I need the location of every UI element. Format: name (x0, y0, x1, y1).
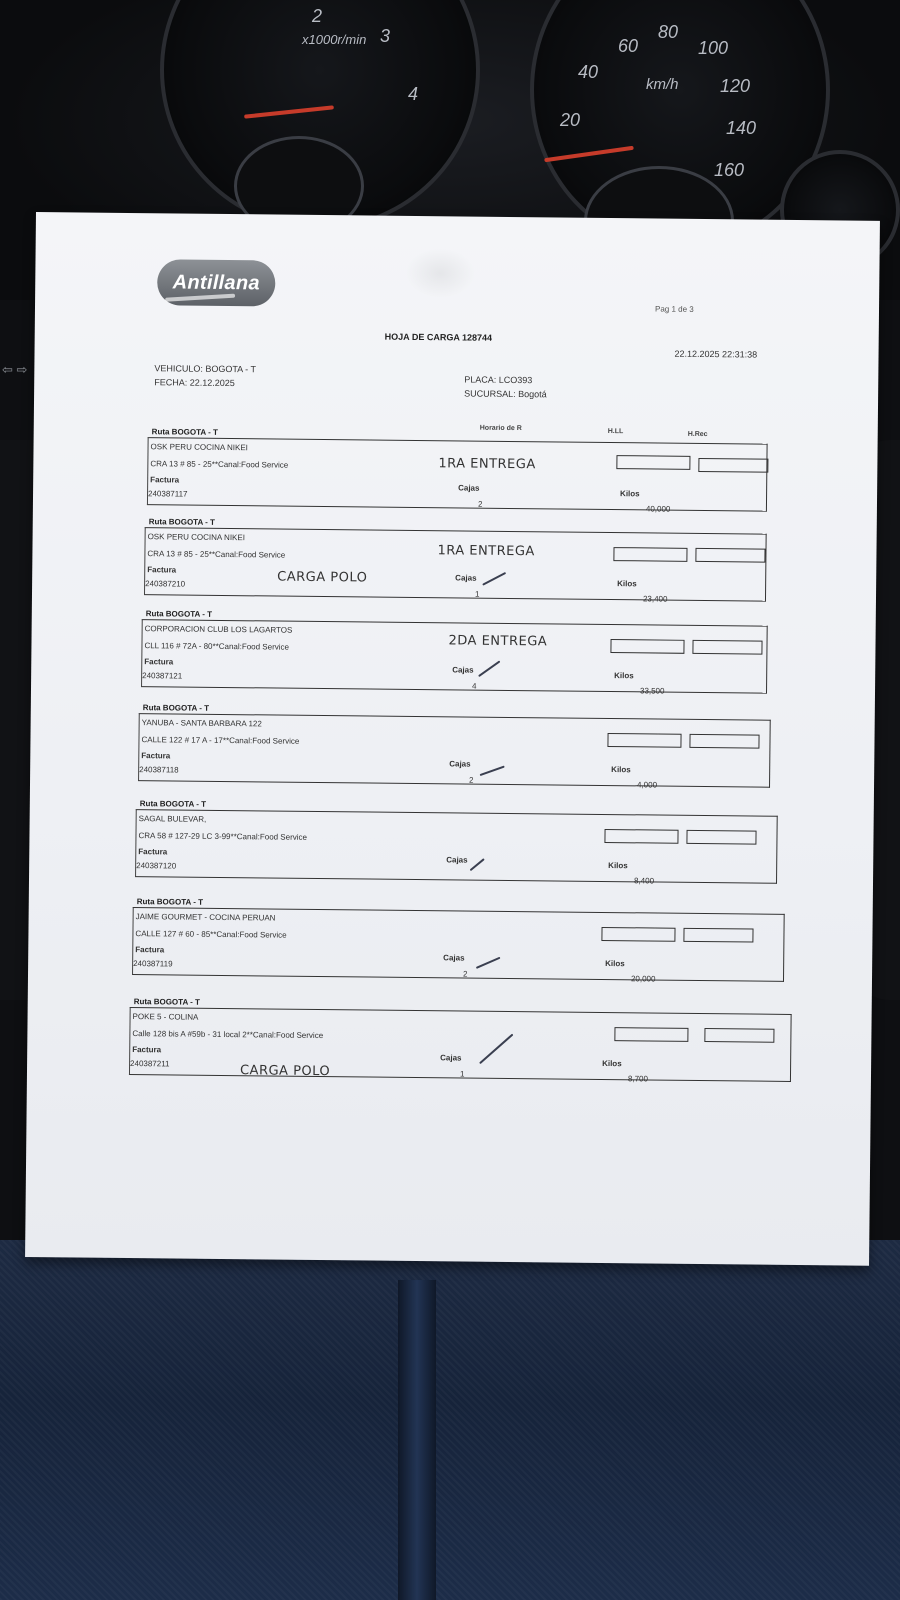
client-address: CLL 116 # 72A - 80**Canal:Food Service (144, 641, 290, 652)
route-label: Ruta BOGOTA - T (136, 897, 204, 907)
route-label: Ruta BOGOTA - T (142, 703, 210, 713)
factura-label: Factura (147, 565, 177, 575)
hll-box (601, 927, 675, 942)
factura-label: Factura (150, 475, 180, 485)
client-address: CALLE 122 # 17 A - 17**Canal:Food Service (141, 735, 300, 746)
kilos-label: Kilos (602, 1058, 622, 1069)
column-header-hrec: H.Rec (687, 430, 708, 439)
column-header-hll: H.LL (607, 427, 624, 436)
hll-box (604, 829, 678, 844)
checkmark-icon (479, 1034, 513, 1065)
handwritten-note-carga: CARGA POLO (239, 1063, 331, 1080)
cajas-label: Cajas (452, 665, 474, 675)
speedo-tick-label: 160 (714, 160, 745, 180)
factura-number: 240387211 (130, 1059, 170, 1069)
antillana-logo (157, 259, 275, 306)
handwritten-note: 2DA ENTREGA (448, 633, 548, 650)
factura-number: 240387121 (142, 671, 183, 681)
kilos-label: Kilos (611, 765, 631, 775)
speedo-tick-label: 40 (578, 62, 599, 82)
speedo-tick-label: 140 (726, 118, 757, 138)
kilos-label: Kilos (605, 959, 625, 969)
sheet-title: HOJA DE CARGA 128744 (384, 331, 493, 343)
tacho-tick-label: 2 (312, 6, 323, 26)
factura-number: 240387210 (145, 579, 186, 589)
client-name: JAIME GOURMET - COCINA PERUAN (135, 912, 276, 923)
kilos-label: Kilos (620, 489, 640, 499)
cajas-label: Cajas (440, 1053, 462, 1063)
jeans-fabric (0, 1240, 900, 1600)
kilos-label: Kilos (614, 671, 634, 681)
route-label: Ruta BOGOTA - T (133, 997, 200, 1007)
tacho-unit-label: x1000r/min (302, 32, 367, 47)
kilos-value: 23,400 (642, 594, 668, 604)
hrec-box (704, 1028, 774, 1043)
tacho-needle (244, 105, 334, 118)
delivery-entry (129, 1007, 792, 1082)
logo-text: Antillana (172, 270, 260, 294)
cajas-value: 4 (472, 681, 477, 691)
cajas-value: 2 (477, 499, 483, 509)
kilos-value: 40,000 (645, 504, 671, 514)
delivery-entry (141, 619, 768, 694)
sucursal-line: SUCURSAL: Bogotá (464, 388, 547, 400)
cajas-value: 2 (462, 969, 468, 979)
cajas-label: Cajas (458, 483, 480, 493)
speedo-unit-label: km/h (646, 76, 679, 93)
client-address: CALLE 127 # 60 - 85**Canal:Food Service (135, 929, 287, 940)
factura-number: 240387119 (133, 959, 173, 969)
speedo-needle (544, 146, 634, 162)
handwritten-note-carga: CARGA POLO (277, 569, 368, 586)
speedo-tick-label: 60 (618, 36, 639, 56)
vehiculo-line: VEHICULO: BOGOTA - T (154, 363, 257, 375)
client-address: Calle 128 bis A #59b - 31 local 2**Canal:Food Service (132, 1029, 324, 1041)
handwritten-note: 1RA ENTREGA (437, 543, 535, 560)
checkmark-icon (476, 957, 501, 969)
load-sheet-paper (25, 212, 880, 1266)
checkmark-icon (482, 572, 506, 586)
speedo-tick-label: 20 (560, 110, 581, 130)
handwritten-note: 1RA ENTREGA (438, 456, 536, 473)
delivery-entry (132, 907, 785, 982)
factura-label: Factura (141, 751, 171, 761)
client-address: CRA 58 # 127-29 LC 3-99**Canal:Food Service (138, 831, 308, 842)
factura-label: Factura (144, 657, 174, 667)
logo-swoosh-icon (165, 294, 235, 302)
client-address: CRA 13 # 85 - 25**Canal:Food Service (147, 549, 286, 560)
client-name: SAGAL BULEVAR, (138, 814, 207, 824)
factura-number: 240387118 (139, 765, 179, 775)
client-name: CORPORACION CLUB LOS LAGARTOS (144, 624, 293, 635)
delivery-entry (144, 527, 767, 602)
page-number: Pag 1 de 3 (654, 304, 694, 314)
kilos-value: 20,000 (630, 974, 656, 984)
kilos-value: 8,700 (627, 1074, 649, 1084)
kilos-value: 8,400 (633, 876, 655, 886)
route-label: Ruta BOGOTA - T (139, 799, 207, 809)
fecha-line: FECHA: 22.12.2025 (154, 377, 235, 389)
delivery-entry (135, 809, 778, 884)
hrec-box (695, 548, 765, 563)
speedo-tick-label: 100 (698, 38, 729, 58)
printed-timestamp: 22.12.2025 22:31:38 (674, 348, 758, 360)
hll-box (616, 455, 690, 470)
cajas-label: Cajas (449, 759, 471, 769)
route-label: Ruta BOGOTA - T (145, 609, 213, 619)
route-label: Ruta BOGOTA - T (151, 427, 218, 437)
cajas-label: Cajas (446, 855, 468, 865)
cajas-label: Cajas (455, 573, 477, 583)
factura-label: Factura (132, 1045, 162, 1055)
speedo-tick-label: 80 (658, 22, 679, 42)
kilos-label: Kilos (608, 861, 628, 871)
speedo-tick-label: 120 (720, 76, 751, 96)
hrec-box (683, 928, 753, 943)
placa-line: PLACA: LCO393 (464, 374, 533, 386)
hll-box (610, 639, 684, 654)
hll-box (607, 733, 681, 748)
hrec-box (698, 458, 768, 473)
factura-label: Factura (135, 945, 165, 955)
kilos-label: Kilos (617, 579, 637, 589)
column-header-horario: Horario de R (479, 424, 522, 433)
hrec-box (692, 640, 762, 655)
cajas-value: 1 (474, 589, 480, 599)
hrec-box (689, 734, 759, 749)
hll-box (613, 547, 687, 562)
paper-crease (405, 248, 476, 299)
kilos-value: 4,000 (636, 780, 658, 790)
tacho-tick-label: 4 (408, 84, 419, 104)
checkmark-icon (470, 858, 485, 871)
cajas-value: 1 (459, 1069, 465, 1079)
factura-number: 240387120 (136, 861, 177, 871)
client-name: OSK PERU COCINA NIKEI (147, 532, 246, 543)
cajas-value: 2 (469, 775, 474, 785)
delivery-entry (138, 713, 771, 788)
tacho-tick-label: 3 (380, 26, 391, 46)
jeans-seam (398, 1280, 436, 1600)
checkmark-icon (478, 660, 500, 677)
turn-signal-icon: ⇦ ⇨ (2, 362, 28, 377)
client-name: POKE 5 - COLINA (132, 1012, 199, 1022)
route-label: Ruta BOGOTA - T (148, 517, 216, 527)
checkmark-icon (480, 766, 505, 777)
delivery-entry (147, 437, 768, 514)
factura-number: 240387117 (148, 489, 188, 499)
cajas-label: Cajas (443, 953, 465, 963)
factura-label: Factura (138, 847, 168, 857)
hrec-box (686, 830, 756, 845)
hll-box (614, 1027, 688, 1042)
client-name: OSK PERU COCINA NIKEI (150, 442, 248, 453)
kilos-value: 33,500 (639, 686, 665, 696)
client-address: CRA 13 # 85 - 25**Canal:Food Service (150, 459, 289, 470)
client-name: YANUBA - SANTA BARBARA 122 (141, 718, 262, 729)
